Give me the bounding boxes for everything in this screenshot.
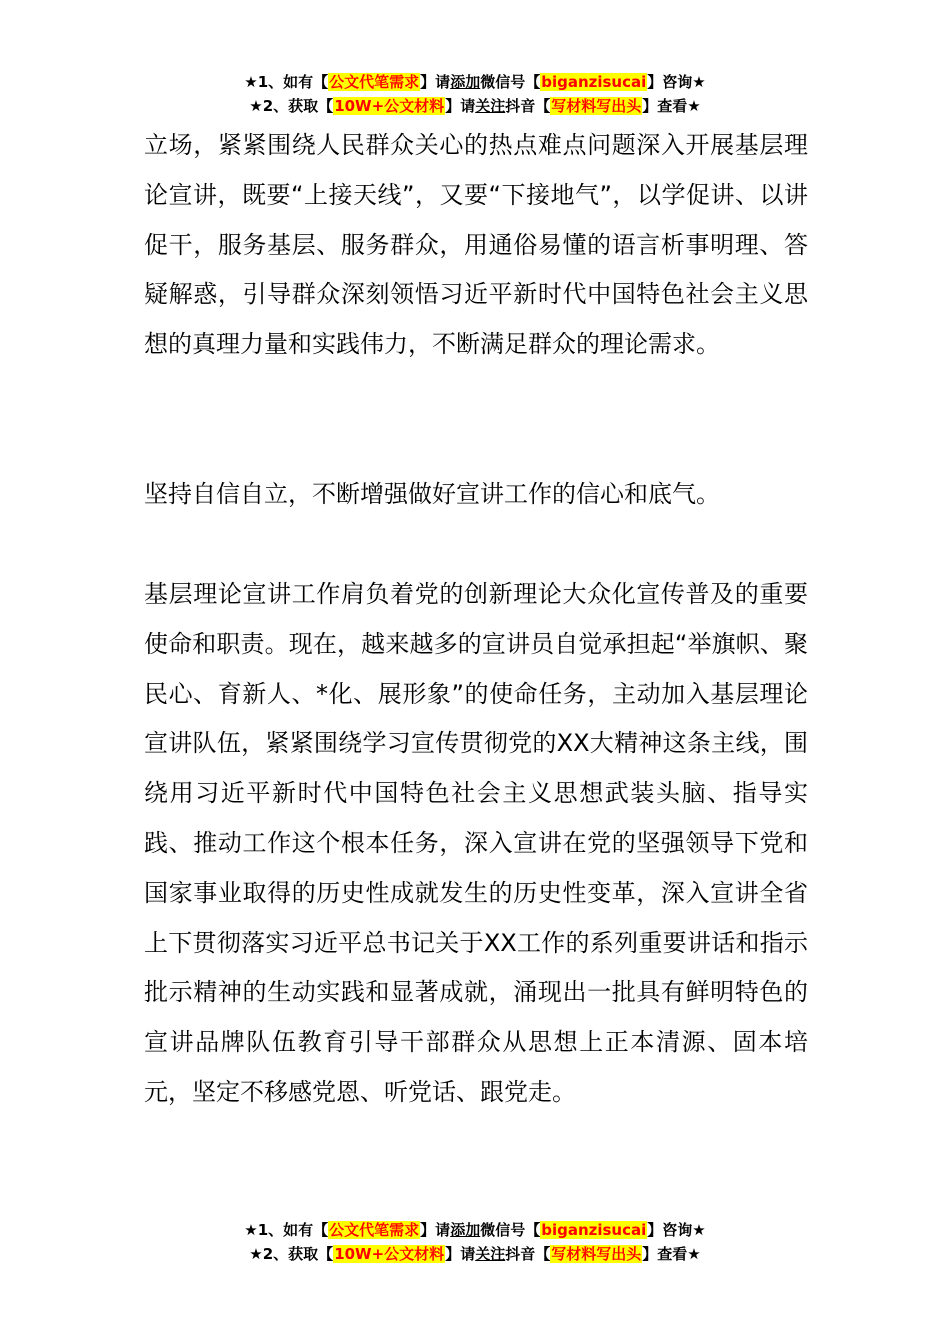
wechat-id-highlight: biganzisucai [541,1221,647,1239]
service-highlight: 公文代笔需求 [329,73,420,91]
banner-line-1: ★1、如有【公文代笔需求】请添加微信号【biganzisucai】咨询★ [244,73,706,91]
paragraph-continuation [144,121,808,370]
banner-line-2: ★2、获取【10W+公文材料】请关注抖音【写材料写出头】查看★ [249,1245,701,1263]
materials-highlight: 10W+公文材料 [334,1245,445,1263]
paragraph-1: 立场，紧紧围绕人民群众关心的热点难点问题深入开展基层理论宣讲，既要“上接天线”，又要“下接地气”，以学促讲、以讲促干，服务基层、服务群众，用通俗易懂的语言析事明理、答疑解惑，引导群众深刻领悟习近平新时代中国特色社会主义思想的真理力量和实践伟力，不断满足群众的理论需求。 [144,131,808,359]
wechat-id-highlight: biganzisucai [541,73,647,91]
banner-line-1: ★1、如有【公文代笔需求】请添加微信号【biganzisucai】咨询★ [244,1221,706,1239]
douyin-highlight: 写材料写出头 [551,1245,642,1263]
header-banner [0,70,950,118]
footer-banner [0,1218,950,1266]
section-heading-block [144,470,808,520]
materials-highlight: 10W+公文材料 [334,97,445,115]
paragraph-2: 基层理论宣讲工作肩负着党的创新理论大众化宣传普及的重要使命和职责。现在，越来越多的宣讲员自觉承担起“举旗帜、聚民心、育新人、*化、展形象”的使命任务，主动加入基层理论宣讲队伍，紧紧围绕学习宣传贯彻党的XX大精神这条主线，围绕用习近平新时代中国特色社会主义思想武装头脑、指导实践、推动工作这个根本任务，深入宣讲在党的坚强领导下党和国家事业取得的历史性成就发生的历史性变革，深入宣讲全省上下贯彻落实习近平总书记关于XX工作的系列重要讲话和指示批示精神的生动实践和显著成就，涌现出一批具有鲜明特色的宣讲品牌队伍教育引导干部群众从思想上正本清源、固本培元，坚定不移感党恩、听党话、跟党走。 [144,580,808,1106]
douyin-highlight: 写材料写出头 [551,97,642,115]
section-heading: 坚持自信自立，不断增强做好宣讲工作的信心和底气。 [144,480,720,508]
service-highlight: 公文代笔需求 [329,1221,420,1239]
paragraph-block [144,570,808,1118]
banner-line-2: ★2、获取【10W+公文材料】请关注抖音【写材料写出头】查看★ [249,97,701,115]
